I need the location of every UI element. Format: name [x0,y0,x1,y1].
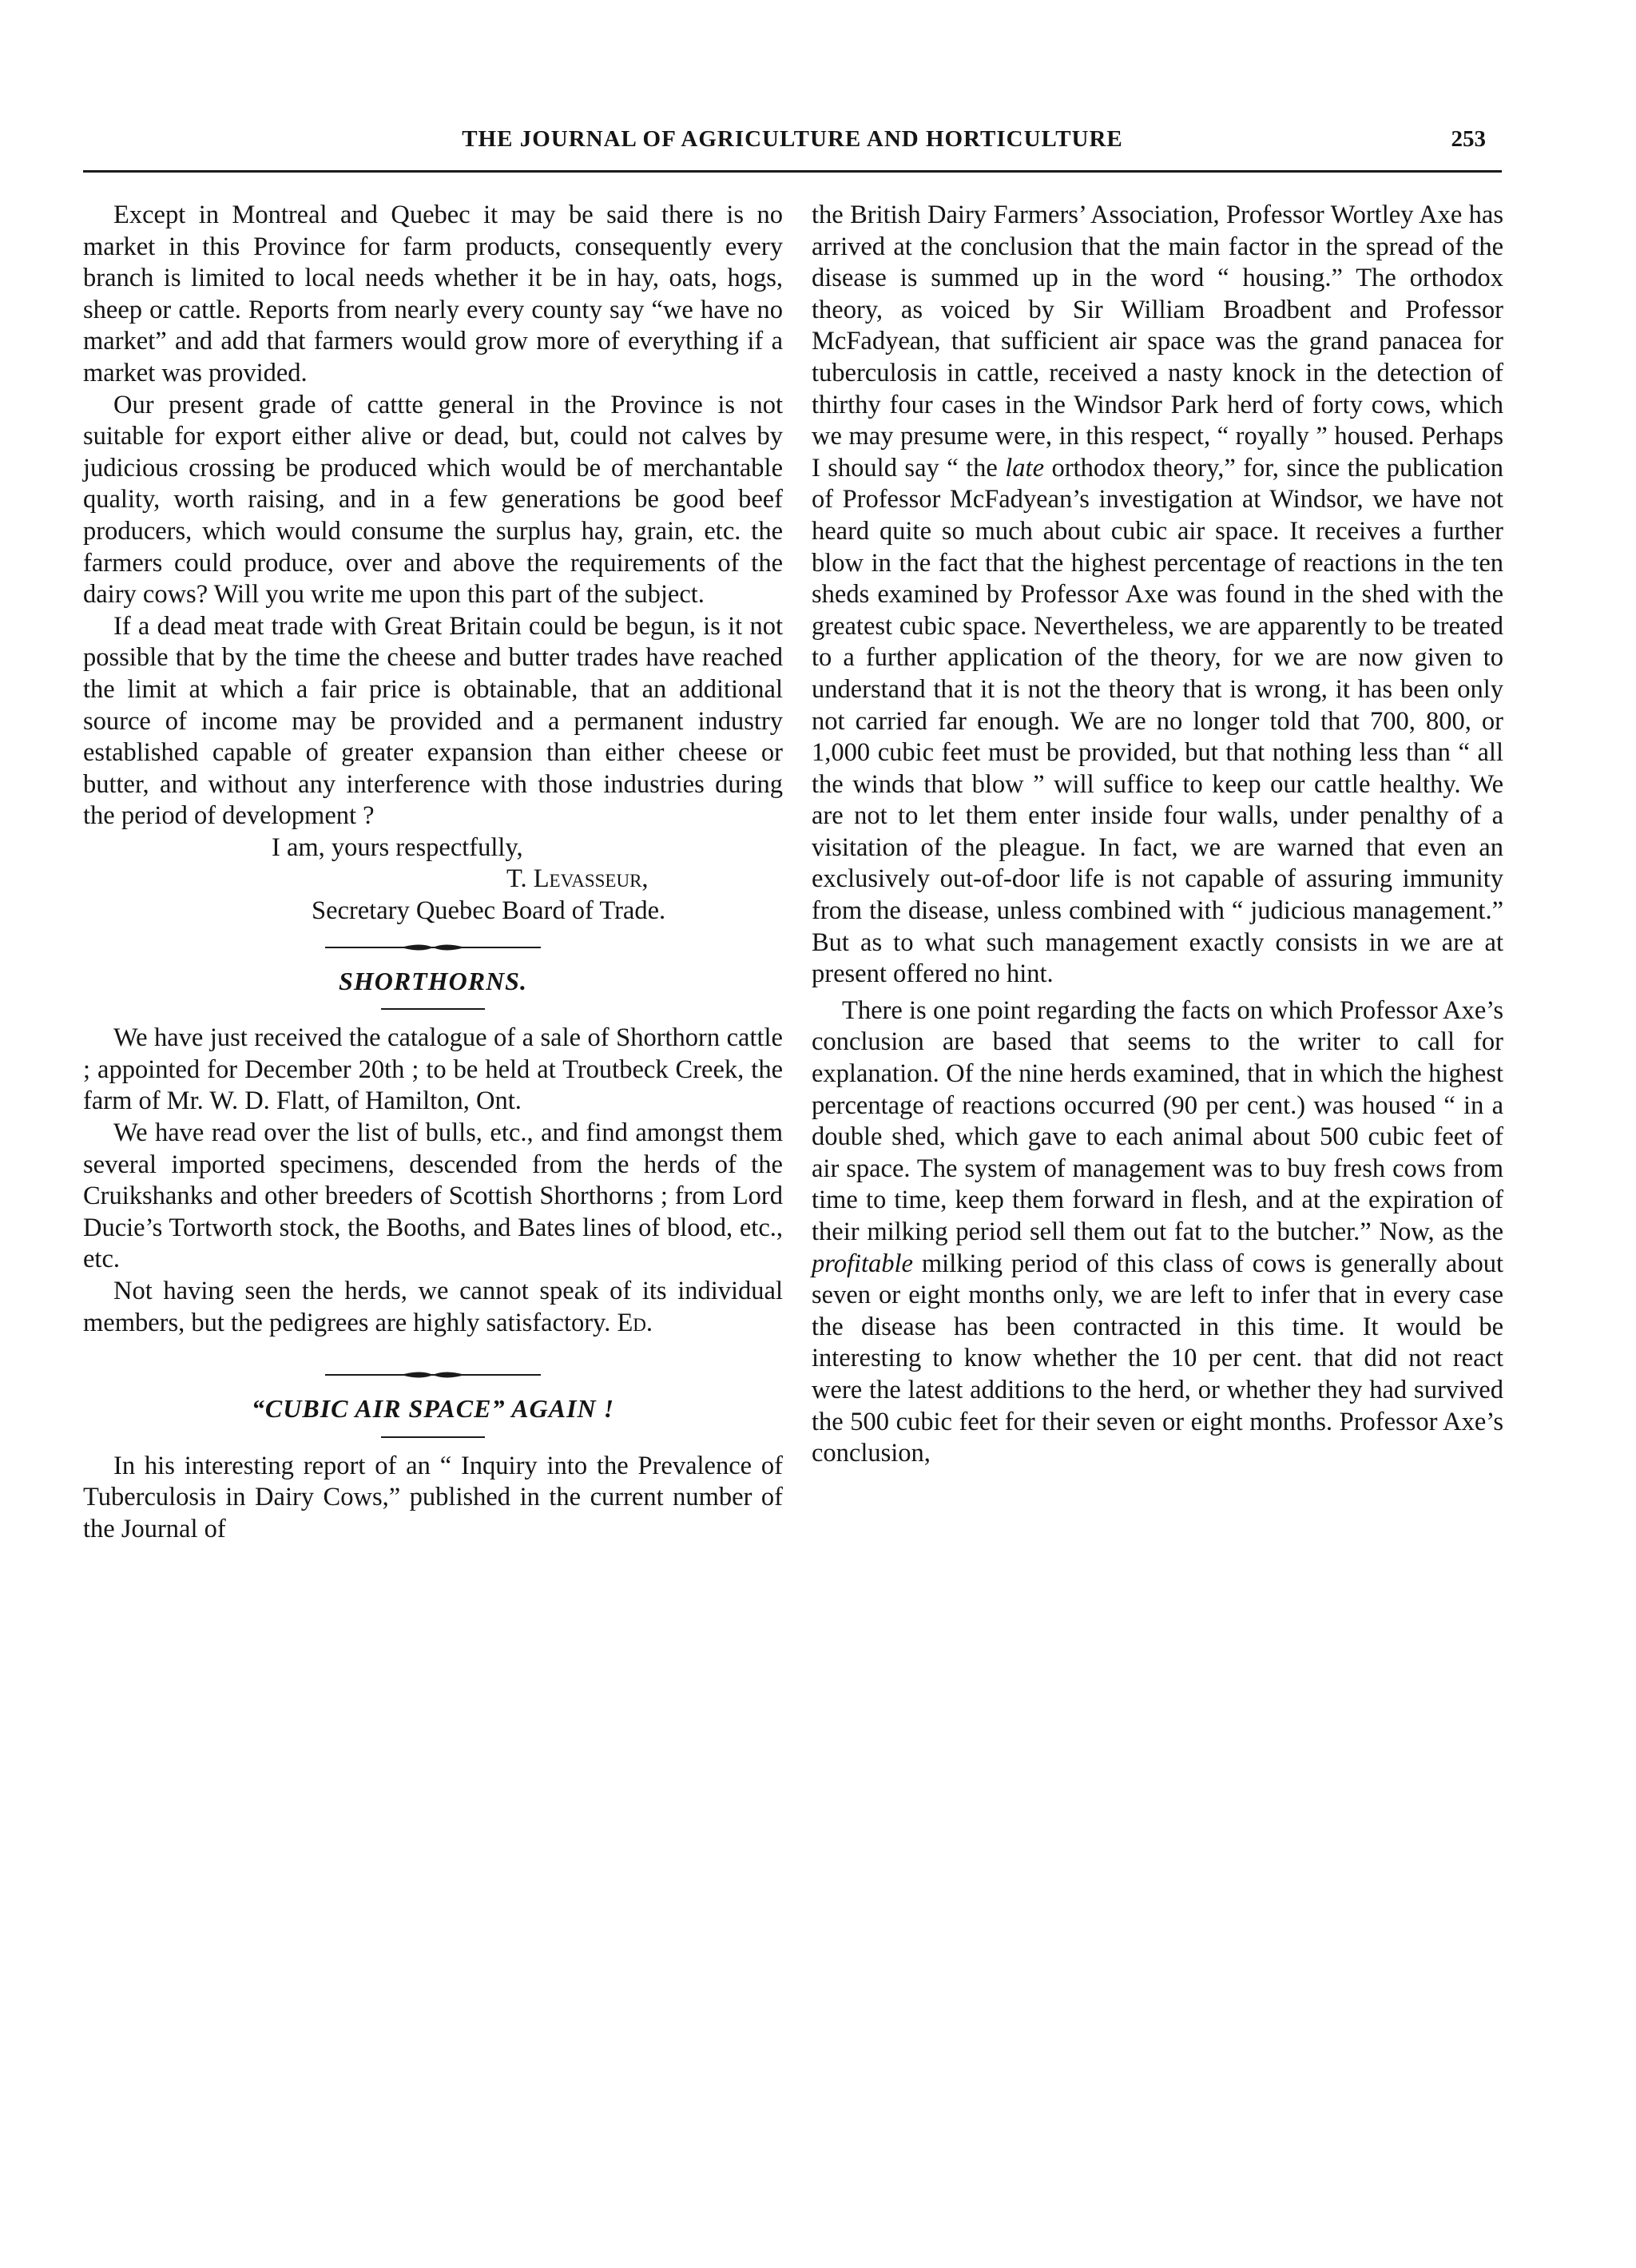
editor-sign: Ed. [617,1308,653,1337]
ornament-divider-icon [325,1368,541,1382]
signature-name [83,864,783,896]
page-header [83,126,1502,174]
letter-paragraph-1: Except in Montreal and Quebec it may be said there is no market in this Province for farm products, consequently every branch is limited to local needs whether it be in hay, oats, hogs, sheep or cattle. Reports from nearly every county say “we have no market” and add that farmers would grow more of everything if a market was provided. [83,201,783,387]
signature-title: Secretary Quebec Board of Trade. [312,896,666,926]
cubic-air-space-title: “CUBIC AIR SPACE” AGAIN ! [251,1394,615,1424]
late-italic: late [1005,453,1044,483]
right-paragraph-1-part-b: orthodox theory,” for, since the publication of Professor McFadyean’s investigation at Windsor, we have not heard quite so much about cubic air space. It receives a further blow in the fact that the highest percentage of reactions in the ten sheds examined by Professor Axe was found in the shed with the greatest cubic space. Nevertheless, we are apparently to be treated to a further application of the theory, for we are now given to understand that it is not the theory that is wrong, it has been only not carried far enough. We are no longer told that 700, 800, or 1,000 cubic feet must be provided, but that nothing less than “ all the winds that blow ” will suffice to keep our cattle healthy. We are not to let them enter inside four walls, under penalthy of a visitation of the pleague. In fact, we are warned that even an exclusively out-of-door life is not capable of assuring immunity from the disease, unless combined with “ judicious management.” But as to what such management exactly consists in we are at present offered no hint. [812,453,1503,989]
right-paragraph-2-part-a: There is one point regarding the facts on which Professor Axe’s conclusion are based that seems to the writer to call for explanation. Of the nine herds examined, that in which the highest percentage of reactions occurred (90 per cent.) was housed “ in a double shed, which gave to each animal about 500 cubic feet of air space. The system of management was to buy fresh cows from time to time, keep them forward in flesh, and at the expiration of their milking period sell them out fat to the butcher.” Now, as the [812,995,1503,1246]
shorthorns-paragraph-1: We have just received the catalogue of a sale of Shorthorn cattle ; appointed for December 20th ; to be held at Troutbeck Creek, the farm of Mr. W. D. Flatt, of Hamilton, Ont. [83,1023,783,1116]
ornament-divider-icon [325,940,541,955]
running-title: THE JOURNAL OF AGRICULTURE AND HORTICULTURE [462,126,1123,152]
shorthorns-paragraph-3 [83,1276,783,1339]
cubic-paragraph-1: In his interesting report of an “ Inquiry into the Prevalence of Tuberculosis in Dairy Cows,” published in the current number of the Journal of [83,1451,783,1543]
signature-name-text: T. Levasseur, [506,864,649,894]
letter-paragraph-3: If a dead meat trade with Great Britain could be begun, is it not possible that by the time the cheese and butter trades have reached the limit at which a fair price is obtainable, that an additional source of income may be provided and a permanent industry established capable of greater expansion than either cheese or butter, and without any interference with those industries during the period of development ? [83,611,783,831]
letter-paragraph-2: Our present grade of cattte general in the Province is not suitable for export either alive or dead, but, could not calves by judicious crossing be produced which would be of merchantable quality, worth raising, and in a few generations be good beef producers, which would consume the surplus hay, grain, etc. the farmers could produce, over and above the requirements of the dairy cows? Will you write me upon this part of the subject. [83,390,783,610]
right-paragraph-2-part-b: milking period of this class of cows is generally about seven or eight months only, we are left to infer that in every case the disease has been contracted in this time. It would be interesting to know whether the 10 per cent. that did not react were the latest additions to the herd, or whether they had survived the 500 cubic feet for their seven or eight months. Professor Axe’s conclusion, [812,1249,1503,1468]
left-column [83,200,783,1546]
shorthorns-paragraph-2: We have read over the list of bulls, etc., and find amongst them several imported specimens, descended from the herds of the Cruikshanks and other breeders of Scottish Shorthorns ; from Lord Ducie’s Tortworth stock, the Booths, and Bates lines of blood, etc., etc. [83,1118,783,1274]
section-rule [381,1436,485,1438]
profitable-italic: profitable [812,1249,913,1278]
header-rule [83,170,1502,173]
section-rule [381,1008,485,1010]
right-paragraph-1 [812,200,1503,991]
right-paragraph-2 [812,995,1503,1470]
right-column [812,200,1503,1470]
shorthorns-paragraph-3-text: Not having seen the herds, we cannot speak of its individual members, but the pedigrees are highly satisfactory. [83,1277,783,1337]
shorthorns-title: SHORTHORNS. [339,966,527,995]
signature-closing: I am, yours respectfully, [272,832,523,862]
right-paragraph-1-part-a: the British Dairy Farmers’ Association, Professor Wortley Axe has arrived at the conclusion that the main factor in the spread of the disease is summed up in the word “ housing.” The orthodox theory, as voiced by Sir William Broadbent and Professor McFadyean, that sufficient air space was the grand panacea for tuberculosis in cattle, received a nasty knock in the detection of thirthy four cases in the Windsor Park herd of forty cows, which we may presume were, in this respect, “ royally ” housed. Perhaps I should say “ the [812,201,1503,483]
page-number: 253 [1451,126,1486,152]
